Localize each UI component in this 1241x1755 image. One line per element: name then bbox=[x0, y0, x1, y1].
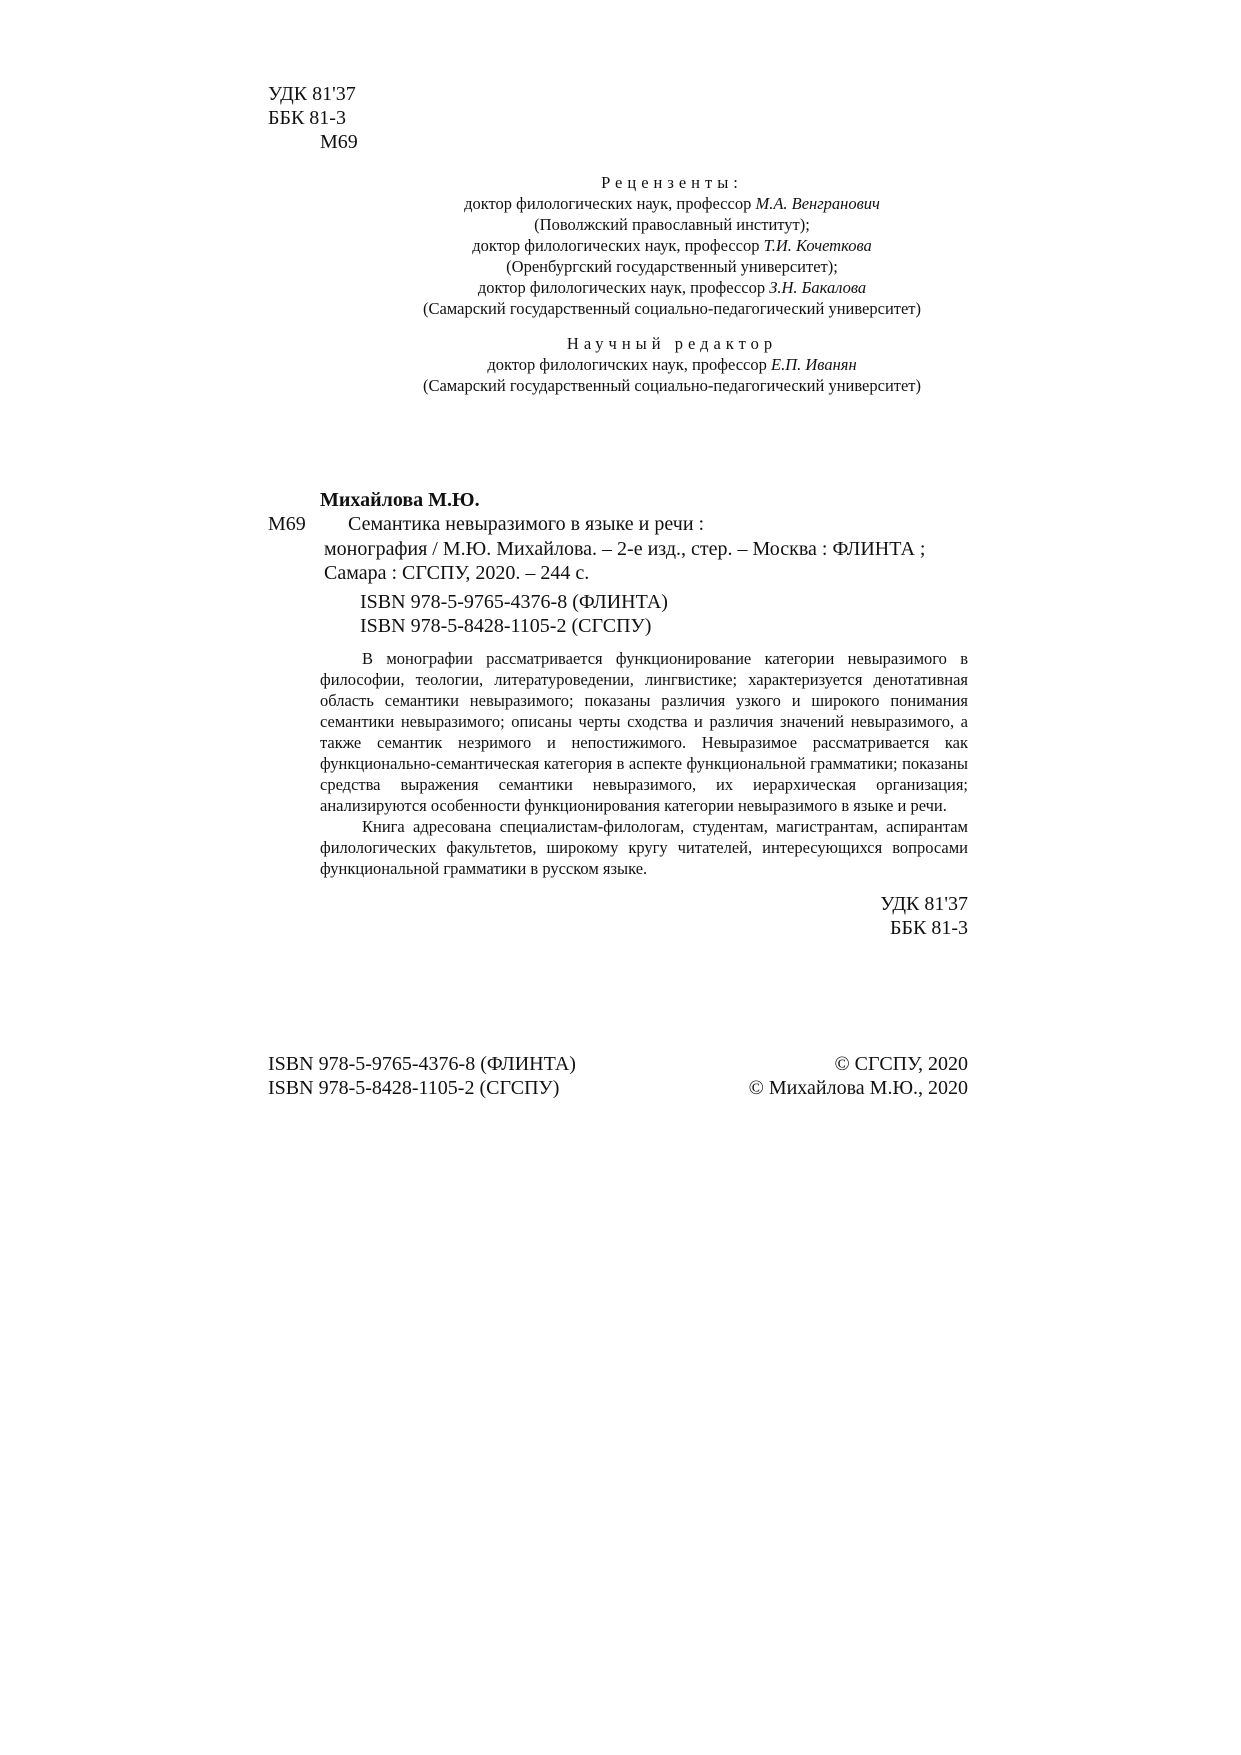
isbn-sgspu: ISBN 978-5-8428-1105-2 (СГСПУ) bbox=[268, 1077, 560, 1099]
credits-block bbox=[300, 172, 1044, 396]
abstract-paragraph: В монографии рассматривается функционирование категории невыразимого в философии, теологии, литературоведении, лингвистике; характеризуется денотативная область семантики невыразимого; показаны различия узкого и широкого понимания семантики невыразимого; описаны черты сходства и различия значений невыразимого, а также семантик незримого и непостижимого. Невыразимое рассматривается как функционально-семантическая категория в аспекте функциональной грамматики; показаны средства выражения семантики невыразимого, их иерархическая организация; анализируются особенности функционирования категории невыразимого в языке и речи. bbox=[320, 649, 968, 815]
copyright-sgspu: © СГСПУ, 2020 bbox=[834, 1053, 968, 1075]
record-imprint-line2: Самара : СГСПУ, 2020. – 244 с. bbox=[324, 562, 590, 584]
reviewer-name: Т.И. Кочеткова bbox=[763, 236, 872, 255]
bbk-code: ББК 81-3 bbox=[268, 107, 346, 129]
abstract bbox=[320, 648, 968, 879]
record-code: М69 bbox=[268, 513, 306, 535]
isbn-sgspu: ISBN 978-5-8428-1105-2 (СГСПУ) bbox=[360, 615, 652, 637]
bbk-code: ББК 81-3 bbox=[890, 917, 968, 939]
editor-name: Е.П. Иванян bbox=[771, 355, 857, 374]
classification-codes-top bbox=[268, 82, 358, 154]
record-isbn-list bbox=[360, 590, 668, 638]
reviewer-2 bbox=[300, 235, 1044, 256]
record-imprint-line1: монография / М.Ю. Михайлова. – 2-е изд., стер. – Москва : ФЛИНТА ; bbox=[324, 538, 926, 560]
editor-affiliation: (Самарский государственный социально-педагогический университет) bbox=[422, 376, 922, 395]
reviewer-3 bbox=[300, 277, 1044, 298]
editor-line bbox=[300, 354, 1044, 375]
editor-title: доктор филологичских наук, профессор bbox=[487, 355, 771, 374]
abstract-paragraph: Книга адресована специалистам-филологам, студентам, магистрантам, аспирантам филологических факультетов, широкому кругу читателей, интересующихся вопросами функциональной грамматики в русском языке. bbox=[320, 817, 968, 878]
copyright-block bbox=[740, 1052, 968, 1100]
author-sign: М69 bbox=[320, 131, 358, 153]
reviewer-1 bbox=[300, 193, 1044, 214]
editor-heading: Научный редактор bbox=[566, 334, 778, 353]
reviewer-name: М.А. Венгранович bbox=[755, 194, 880, 213]
reviewer-title: доктор филологических наук, профессор bbox=[472, 236, 764, 255]
footer-isbn-list bbox=[268, 1052, 576, 1100]
isbn-flinta: ISBN 978-5-9765-4376-8 (ФЛИНТА) bbox=[360, 591, 668, 613]
copyright-author: © Михайлова М.Ю., 2020 bbox=[748, 1077, 968, 1099]
udk-code: УДК 81'37 bbox=[880, 893, 968, 915]
reviewer-title: доктор филологических наук, профессор bbox=[464, 194, 756, 213]
reviewer-affiliation: (Оренбургский государственный университет); bbox=[506, 257, 838, 276]
reviewer-affiliation: (Поволжский православный институт); bbox=[534, 215, 810, 234]
udk-code: УДК 81'37 bbox=[268, 83, 356, 105]
classification-codes-right bbox=[820, 892, 968, 940]
reviewer-affiliation: (Самарский государственный социально-педагогический университет) bbox=[422, 299, 922, 318]
record-title: Семантика невыразимого в языке и речи : bbox=[348, 513, 705, 535]
isbn-flinta: ISBN 978-5-9765-4376-8 (ФЛИНТА) bbox=[268, 1053, 576, 1075]
record-author: Михайлова М.Ю. bbox=[320, 489, 480, 511]
reviewers-heading: Рецензенты: bbox=[601, 173, 743, 192]
reviewer-name: З.Н. Бакалова bbox=[769, 278, 867, 297]
reviewer-title: доктор филологических наук, профессор bbox=[477, 278, 770, 297]
